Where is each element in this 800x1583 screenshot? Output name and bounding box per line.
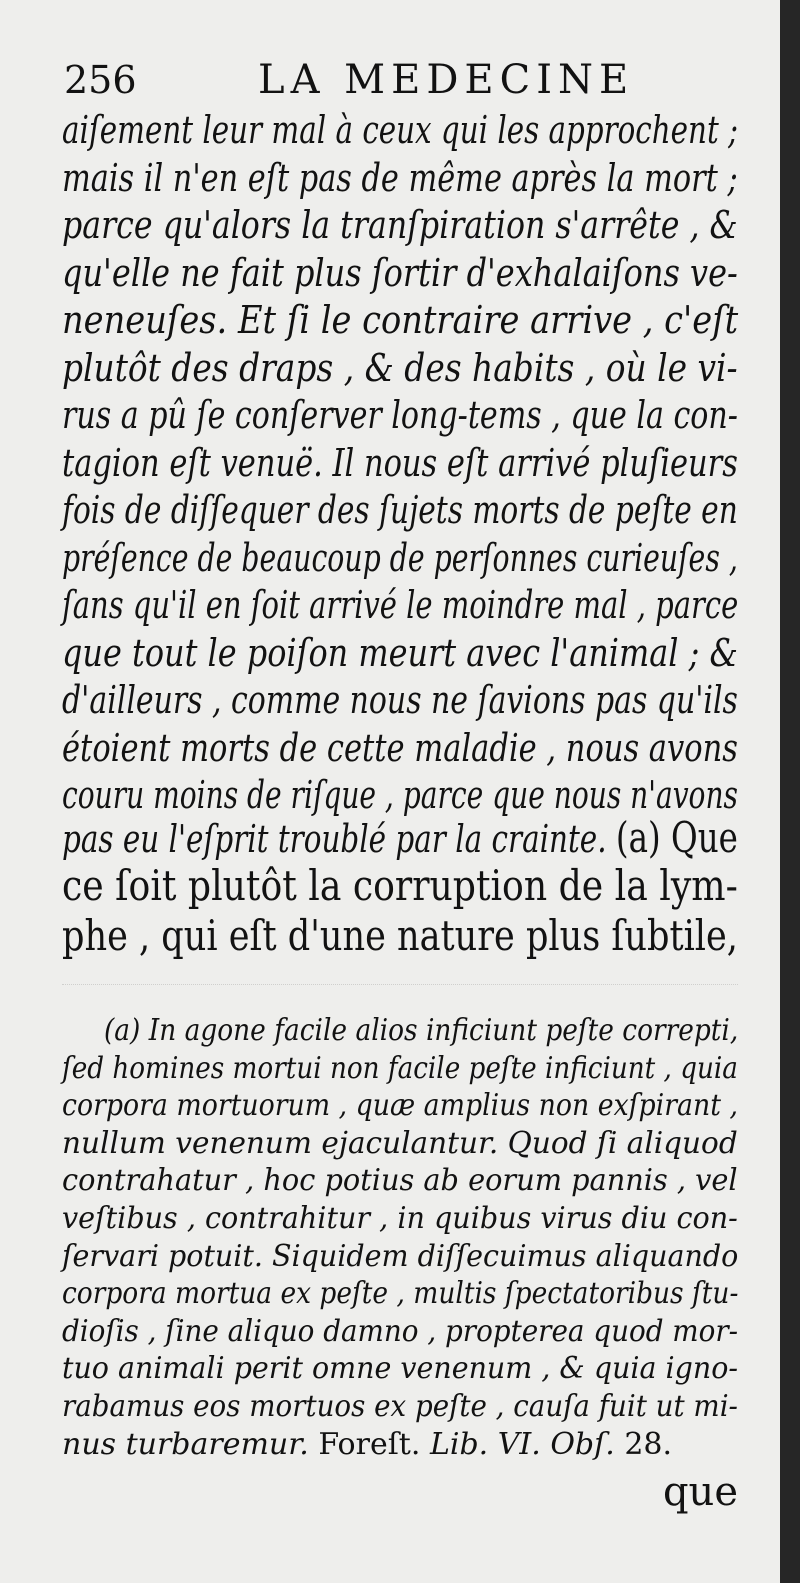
footnote-line: ſed homines mortui non facile peſte inficiunt , quia <box>62 1050 738 1086</box>
text-line: d'ailleurs , comme nous ne ſavions pas qu'ils <box>62 678 738 722</box>
text-line: rus a pû ſe conſerver long-tems , que la con- <box>62 393 738 437</box>
text-line: tagion eſt venuë. Il nous eſt arrivé pluſieurs <box>62 440 738 485</box>
page-number: 256 <box>64 58 137 102</box>
text-line: préſence de beaucoup de perſonnes curieuſes , <box>62 535 738 580</box>
text-line: aiſement leur mal à ceux qui les approchent ; <box>62 108 738 152</box>
footnote-line-last <box>62 1426 738 1464</box>
text-line: qu'elle ne fait plus ſortir d'exhalaiſons ve- <box>62 250 738 295</box>
text-line: fois de diſſequer des ſujets morts de peſte en <box>62 488 738 532</box>
catchword: que <box>662 1469 738 1515</box>
text-line: couru moins de riſque , parce que nous n'avons <box>62 773 738 817</box>
footnote-line: dioſis , ſine aliquo damno , propterea quod mor- <box>62 1313 739 1349</box>
footnote-line: ſervari potuit. Siquidem diſſecuimus aliquando <box>62 1238 739 1274</box>
text-line: étoient morts de cette maladie , nous avons <box>62 725 738 770</box>
footnote-line: (a) In agone facile alios inficiunt peſte correpti, <box>104 1013 739 1048</box>
text-line: neneuſes. Et ſi le contraire arrive , c'eſt <box>62 298 739 342</box>
text-line-16 <box>62 813 738 863</box>
text-line-16-italic: pas eu l'eſprit troublé par la crainte. <box>62 817 607 861</box>
text-line-18: phe , qui eſt d'une nature plus ſubtile, <box>62 911 738 960</box>
text-line: que tout le poiſon meurt avec l'animal ; & <box>62 630 738 675</box>
footnote-last-italic: nus turbaremur. <box>62 1427 309 1462</box>
text-line: mais il n'en eſt pas de même après la mort ; <box>62 155 738 200</box>
footnote-last-italic-2: Lib. VI. Obſ. <box>429 1427 615 1462</box>
text-line-16-roman: (a) Que <box>615 813 738 862</box>
footnote-line: corpora mortuorum , quæ amplius non exſpirant , <box>62 1088 738 1124</box>
footnote-line: contrahatur , hoc potius ab eorum pannis , vel <box>62 1163 738 1199</box>
footnote-line: corpora mortua ex peſte , multis ſpectatoribus ſtu- <box>62 1276 739 1312</box>
page-edge-shadow <box>780 0 800 1583</box>
text-line: plutôt des draps , & des habits , où le vi- <box>62 345 738 390</box>
footnote-separator <box>62 984 738 985</box>
footnote-line: rabamus eos mortuos ex peſte , cauſa fuit ut mi- <box>62 1389 738 1424</box>
text-line: parce qu'alors la tranſpiration s'arrête , & <box>62 203 738 247</box>
text-line: ſans qu'il en ſoit arrivé le moindre mal , parce <box>62 583 739 627</box>
footnote-line: tuo animali perit omne venenum , & quia igno- <box>62 1351 739 1387</box>
footnote-last-roman-2: 28. <box>624 1427 673 1462</box>
footnote-line: veſtibus , contrahitur , in quibus virus diu con- <box>62 1201 738 1236</box>
text-line-17: ce ſoit plutôt la corruption de la lym- <box>62 861 738 910</box>
footnote-line: nullum venenum ejaculantur. Quod ſi aliquod <box>62 1125 738 1161</box>
running-title: LA MEDECINE <box>258 57 635 103</box>
footnote-last-roman: Foreſt. <box>318 1427 421 1462</box>
